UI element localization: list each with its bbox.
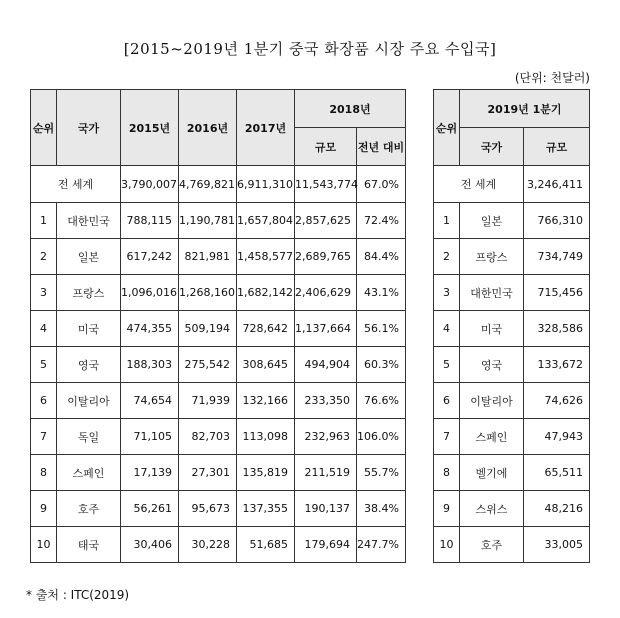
value-2017-cell: 728,642 xyxy=(237,311,295,347)
table-row xyxy=(434,419,590,455)
country-cell: 프랑스 xyxy=(460,239,524,275)
table-row xyxy=(31,491,406,527)
value-2016-cell: 1,190,781 xyxy=(179,203,237,239)
page-title: [2015~2019년 1분기 중국 화장품 시장 주요 수입국] xyxy=(123,40,497,58)
source-note: * 출처 : ITC(2019) xyxy=(26,588,130,602)
header-2017: 2017년 xyxy=(237,90,295,166)
value-2016-cell: 821,981 xyxy=(179,239,237,275)
country-cell: 태국 xyxy=(57,527,121,563)
value-2018-cell: 1,137,664 xyxy=(295,311,357,347)
rank-cell: 4 xyxy=(434,311,460,347)
yoy-cell: 72.4% xyxy=(357,203,406,239)
value-2017-cell: 132,166 xyxy=(237,383,295,419)
value-2016-cell: 509,194 xyxy=(179,311,237,347)
value-cell: 734,749 xyxy=(524,239,590,275)
yoy-cell: 43.1% xyxy=(357,275,406,311)
country-cell: 스페인 xyxy=(57,455,121,491)
rank-cell: 10 xyxy=(434,527,460,563)
table-row xyxy=(434,455,590,491)
value-cell: 33,005 xyxy=(524,527,590,563)
country-cell: 영국 xyxy=(57,347,121,383)
yoy-cell: 56.1% xyxy=(357,311,406,347)
yoy-cell: 55.7% xyxy=(357,455,406,491)
rank-cell: 5 xyxy=(31,347,57,383)
value-2017-cell: 51,685 xyxy=(237,527,295,563)
country-cell: 프랑스 xyxy=(57,275,121,311)
header-scale: 규모 xyxy=(524,128,590,166)
value-2015-cell: 17,139 xyxy=(121,455,179,491)
unit-label: (단위: 천달러) xyxy=(514,71,590,85)
country-cell: 일본 xyxy=(57,239,121,275)
country-cell: 미국 xyxy=(460,311,524,347)
country-cell: 벨기에 xyxy=(460,455,524,491)
value-2017-cell: 308,645 xyxy=(237,347,295,383)
table-row xyxy=(434,383,590,419)
table-row xyxy=(31,527,406,563)
rank-cell: 10 xyxy=(31,527,57,563)
world-2016: 4,769,821 xyxy=(179,166,237,203)
yoy-cell: 38.4% xyxy=(357,491,406,527)
world-2018: 11,543,774 xyxy=(295,166,357,203)
header-country: 국가 xyxy=(57,90,121,166)
header-yoy: 전년 대비 xyxy=(357,128,406,166)
value-cell: 65,511 xyxy=(524,455,590,491)
value-2015-cell: 1,096,016 xyxy=(121,275,179,311)
rank-cell: 9 xyxy=(31,491,57,527)
table-row xyxy=(434,491,590,527)
value-2018-cell: 2,406,629 xyxy=(295,275,357,311)
value-2015-cell: 71,105 xyxy=(121,419,179,455)
country-cell: 미국 xyxy=(57,311,121,347)
value-cell: 48,216 xyxy=(524,491,590,527)
rank-cell: 4 xyxy=(31,311,57,347)
rank-cell: 3 xyxy=(434,275,460,311)
value-2015-cell: 617,242 xyxy=(121,239,179,275)
country-cell: 스위스 xyxy=(460,491,524,527)
header-rank: 순위 xyxy=(434,90,460,166)
header-country: 국가 xyxy=(460,128,524,166)
country-cell: 대한민국 xyxy=(57,203,121,239)
value-cell: 766,310 xyxy=(524,203,590,239)
table-row xyxy=(31,239,406,275)
yoy-cell: 106.0% xyxy=(357,419,406,455)
value-2017-cell: 135,819 xyxy=(237,455,295,491)
header-2015: 2015년 xyxy=(121,90,179,166)
table-row xyxy=(31,347,406,383)
world-row xyxy=(434,166,590,203)
value-2016-cell: 95,673 xyxy=(179,491,237,527)
value-2017-cell: 1,458,577 xyxy=(237,239,295,275)
header-scale: 규모 xyxy=(295,128,357,166)
value-2015-cell: 474,355 xyxy=(121,311,179,347)
value-cell: 715,456 xyxy=(524,275,590,311)
world-label: 전 세계 xyxy=(434,166,524,203)
world-value: 3,246,411 xyxy=(524,166,590,203)
value-2016-cell: 275,542 xyxy=(179,347,237,383)
table-row xyxy=(31,311,406,347)
world-label: 전 세계 xyxy=(31,166,121,203)
value-2018-cell: 233,350 xyxy=(295,383,357,419)
value-2018-cell: 2,689,765 xyxy=(295,239,357,275)
yoy-cell: 76.6% xyxy=(357,383,406,419)
value-2018-cell: 179,694 xyxy=(295,527,357,563)
header-2018: 2018년 xyxy=(295,90,406,128)
table-row xyxy=(434,347,590,383)
country-cell: 스페인 xyxy=(460,419,524,455)
country-cell: 독일 xyxy=(57,419,121,455)
table-row xyxy=(31,383,406,419)
yoy-cell: 84.4% xyxy=(357,239,406,275)
value-2016-cell: 30,228 xyxy=(179,527,237,563)
rank-cell: 1 xyxy=(434,203,460,239)
rank-cell: 8 xyxy=(434,455,460,491)
value-2015-cell: 74,654 xyxy=(121,383,179,419)
yoy-cell: 247.7% xyxy=(357,527,406,563)
yoy-cell: 60.3% xyxy=(357,347,406,383)
import-table-2019-q1 xyxy=(433,89,590,563)
rank-cell: 7 xyxy=(434,419,460,455)
rank-cell: 1 xyxy=(31,203,57,239)
country-cell: 대한민국 xyxy=(460,275,524,311)
value-2015-cell: 188,303 xyxy=(121,347,179,383)
table-row xyxy=(434,527,590,563)
table-row xyxy=(31,419,406,455)
rank-cell: 2 xyxy=(31,239,57,275)
table-row xyxy=(434,203,590,239)
value-2018-cell: 211,519 xyxy=(295,455,357,491)
country-cell: 영국 xyxy=(460,347,524,383)
rank-cell: 3 xyxy=(31,275,57,311)
rank-cell: 7 xyxy=(31,419,57,455)
value-2016-cell: 82,703 xyxy=(179,419,237,455)
country-cell: 일본 xyxy=(460,203,524,239)
value-2018-cell: 2,857,625 xyxy=(295,203,357,239)
table-row xyxy=(434,239,590,275)
rank-cell: 9 xyxy=(434,491,460,527)
table-row xyxy=(31,203,406,239)
import-table-2015-2018 xyxy=(30,89,406,563)
value-2017-cell: 1,682,142 xyxy=(237,275,295,311)
rank-cell: 6 xyxy=(434,383,460,419)
value-2018-cell: 190,137 xyxy=(295,491,357,527)
rank-cell: 5 xyxy=(434,347,460,383)
value-2016-cell: 1,268,160 xyxy=(179,275,237,311)
value-2015-cell: 788,115 xyxy=(121,203,179,239)
header-rank: 순위 xyxy=(31,90,57,166)
table-row xyxy=(31,275,406,311)
world-row xyxy=(31,166,406,203)
country-cell: 호주 xyxy=(57,491,121,527)
value-cell: 47,943 xyxy=(524,419,590,455)
table-row xyxy=(434,275,590,311)
value-2016-cell: 27,301 xyxy=(179,455,237,491)
header-period: 2019년 1분기 xyxy=(460,90,590,128)
table-row xyxy=(434,311,590,347)
value-2015-cell: 56,261 xyxy=(121,491,179,527)
table-row xyxy=(31,455,406,491)
rank-cell: 6 xyxy=(31,383,57,419)
rank-cell: 2 xyxy=(434,239,460,275)
world-2017: 6,911,310 xyxy=(237,166,295,203)
rank-cell: 8 xyxy=(31,455,57,491)
country-cell: 이탈리아 xyxy=(460,383,524,419)
world-2015: 3,790,007 xyxy=(121,166,179,203)
value-cell: 328,586 xyxy=(524,311,590,347)
value-2018-cell: 232,963 xyxy=(295,419,357,455)
world-yoy: 67.0% xyxy=(357,166,406,203)
header-2016: 2016년 xyxy=(179,90,237,166)
value-2017-cell: 137,355 xyxy=(237,491,295,527)
country-cell: 이탈리아 xyxy=(57,383,121,419)
country-cell: 호주 xyxy=(460,527,524,563)
value-2017-cell: 1,657,804 xyxy=(237,203,295,239)
value-2017-cell: 113,098 xyxy=(237,419,295,455)
value-2016-cell: 71,939 xyxy=(179,383,237,419)
value-cell: 133,672 xyxy=(524,347,590,383)
value-2015-cell: 30,406 xyxy=(121,527,179,563)
value-2018-cell: 494,904 xyxy=(295,347,357,383)
value-cell: 74,626 xyxy=(524,383,590,419)
